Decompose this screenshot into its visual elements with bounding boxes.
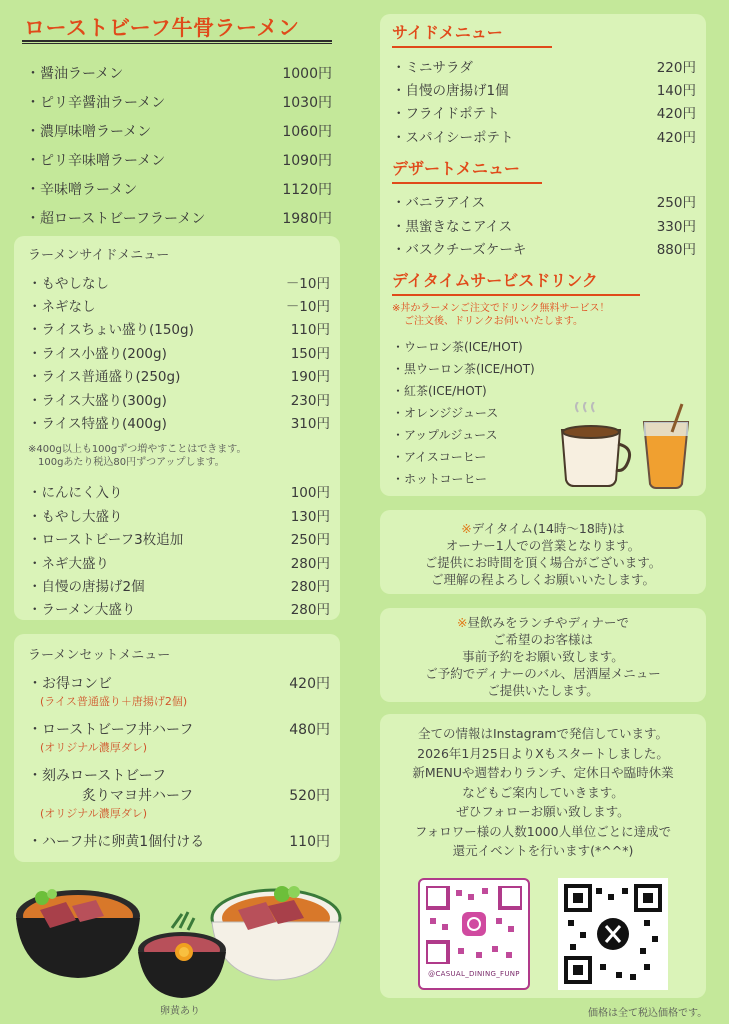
list-item: ・アイスコーヒー bbox=[392, 449, 487, 464]
item-name: ・ローストビーフ丼ハーフ bbox=[28, 722, 194, 738]
sns-text bbox=[380, 714, 706, 861]
list-item bbox=[28, 317, 330, 340]
list-item bbox=[392, 213, 696, 236]
reservation-notice bbox=[380, 608, 706, 702]
item-name: ・自慢の唐揚げ2個 bbox=[28, 578, 145, 595]
list-item: ・アップルジュース bbox=[392, 427, 498, 442]
notice-line: 2026年1月25日よりXもスタートしました。 bbox=[417, 745, 669, 761]
item-name: ・ライスちょい盛り(150g) bbox=[28, 322, 194, 339]
ramen-bowls-illustration bbox=[12, 866, 342, 1006]
notice-line: 事前予約をお願い致します。 bbox=[462, 649, 624, 664]
list-item bbox=[28, 270, 330, 293]
item-price: 1980円 bbox=[282, 210, 332, 227]
item-name: ・辛味噌ラーメン bbox=[26, 181, 138, 198]
section-title: サイドメニュー bbox=[392, 23, 503, 42]
list-item bbox=[28, 550, 330, 573]
item-price: 420円 bbox=[289, 676, 330, 692]
item-name: ・もやしなし bbox=[28, 275, 109, 292]
panel-heading: ラーメンセットメニュー bbox=[28, 648, 171, 663]
notice-line bbox=[380, 614, 706, 631]
list-item bbox=[392, 236, 696, 259]
item-price: 110円 bbox=[290, 322, 330, 339]
item-price: 1090円 bbox=[282, 152, 332, 169]
item-price: 100円 bbox=[290, 485, 330, 502]
list-item: ・黒ウーロン茶(ICE/HOT) bbox=[392, 361, 535, 376]
page-title: ローストビーフ牛骨ラーメン bbox=[24, 16, 300, 40]
note-line: ご注文後、ドリンクお伺いいたします。 bbox=[404, 315, 583, 327]
notice-mark: ※ bbox=[461, 521, 472, 536]
list-item bbox=[28, 719, 330, 739]
title-underline bbox=[22, 40, 332, 44]
item-name: ・ミニサラダ bbox=[392, 59, 473, 76]
item-name: ・自慢の唐揚げ1個 bbox=[392, 83, 509, 100]
sides-list bbox=[392, 54, 696, 148]
item-name: ・ネギ大盛り bbox=[28, 555, 109, 572]
dessert-list bbox=[392, 190, 696, 260]
item-price: 150円 bbox=[290, 345, 330, 362]
item-name: ・バスクチーズケーキ bbox=[392, 242, 527, 259]
section-title: デイタイムサービスドリンク bbox=[392, 270, 598, 290]
notice-line bbox=[380, 520, 706, 537]
item-price: 420円 bbox=[656, 129, 696, 146]
notice-line: 全ての情報はInstagramで発信しています。 bbox=[417, 726, 669, 741]
list-item bbox=[26, 145, 332, 174]
notice-line: 還元イベントを行います(*^^*) bbox=[452, 843, 634, 858]
item-name: ・ピリ辛味噌ラーメン bbox=[26, 152, 166, 169]
notice-line: ご希望のお客様は bbox=[492, 632, 593, 647]
instagram-qr-pattern bbox=[426, 886, 522, 964]
notice-mark: ※ bbox=[457, 615, 468, 630]
item-name: ・もやし大盛り bbox=[28, 508, 123, 525]
list-item bbox=[392, 54, 696, 77]
price-footer: 価格は全て税込価格です。 bbox=[588, 1008, 708, 1019]
item-price: 480円 bbox=[289, 722, 330, 738]
list-item: ・ホットコーヒー bbox=[392, 471, 488, 486]
item-name: ・ライス大盛り(300g) bbox=[28, 392, 167, 409]
item-price: 230円 bbox=[290, 392, 330, 409]
item-price: 880円 bbox=[656, 242, 696, 259]
list-item bbox=[28, 527, 330, 550]
notice-text: 昼飲みをランチやディナーで bbox=[467, 615, 629, 630]
instagram-handle: @CASUAL_DINING_FUNP bbox=[428, 970, 520, 978]
section-rule bbox=[392, 46, 552, 48]
item-name: ・ラーメン大盛り bbox=[28, 602, 136, 619]
item-name: ・ライス特盛り(400g) bbox=[28, 416, 167, 433]
item-name: 炙りマヨ丼ハーフ bbox=[82, 788, 194, 804]
list-item: ・オレンジジュース bbox=[392, 405, 499, 420]
side-list-a bbox=[28, 270, 330, 434]
item-name: ・ライス小盛り(200g) bbox=[28, 345, 167, 362]
item-name: ・ネギなし bbox=[28, 299, 96, 316]
item-name: ・刻みローストビーフ bbox=[28, 768, 167, 784]
item-price: 330円 bbox=[656, 218, 696, 235]
item-price: 250円 bbox=[656, 195, 696, 212]
item-price: 280円 bbox=[290, 602, 330, 619]
item-price: 1030円 bbox=[282, 94, 332, 111]
item-name: ・超ローストビーフラーメン bbox=[26, 210, 206, 227]
item-sub: (ライス普通盛り＋唐揚げ2個) bbox=[40, 695, 188, 708]
rice-note bbox=[28, 443, 330, 469]
daytime-notice bbox=[380, 510, 706, 594]
list-item bbox=[392, 190, 696, 213]
item-name: ・ライス普通盛り(250g) bbox=[28, 369, 181, 386]
list-item bbox=[28, 597, 330, 620]
item-price: 190円 bbox=[290, 369, 330, 386]
section-rule bbox=[392, 182, 542, 184]
list-item bbox=[28, 387, 330, 410]
notice-text: デイタイム(14時〜18時)は bbox=[471, 521, 625, 536]
item-sub: (オリジナル濃厚ダレ) bbox=[40, 741, 148, 754]
item-sub: (オリジナル濃厚ダレ) bbox=[40, 807, 148, 820]
x-qr-code[interactable] bbox=[558, 878, 668, 990]
list-item bbox=[26, 116, 332, 145]
item-price: 280円 bbox=[290, 555, 330, 572]
item-price: 1120円 bbox=[282, 181, 332, 198]
item-price: 110円 bbox=[289, 834, 330, 850]
list-item: ・ウーロン茶(ICE/HOT) bbox=[392, 339, 523, 354]
drink-note bbox=[392, 302, 696, 328]
item-name: ・ローストビーフ3枚追加 bbox=[28, 532, 184, 549]
list-item bbox=[26, 87, 332, 116]
item-name: ・ピリ辛醤油ラーメン bbox=[26, 94, 166, 111]
item-price: －10円 bbox=[285, 299, 330, 316]
item-name: ・醤油ラーメン bbox=[26, 65, 124, 82]
notice-line: ご理解の程よろしくお願いいたします。 bbox=[430, 572, 655, 587]
section-rule bbox=[392, 294, 640, 296]
ramen-list bbox=[26, 58, 332, 232]
notice-line: フォロワー様の人数1000人単位ごとに達成で bbox=[414, 823, 672, 839]
item-price: －10円 bbox=[285, 275, 330, 292]
list-item bbox=[28, 340, 330, 363]
notice-line: オーナー1人での営業となります。 bbox=[445, 538, 641, 553]
item-price: 280円 bbox=[290, 578, 330, 595]
item-price: 140円 bbox=[656, 83, 696, 100]
item-price: 1060円 bbox=[282, 123, 332, 140]
list-item bbox=[26, 203, 332, 232]
notice-line: ご予約でディナーのバル、居酒屋メニュー bbox=[425, 666, 661, 681]
list-item bbox=[28, 831, 330, 851]
item-price: 130円 bbox=[290, 508, 330, 525]
item-price: 420円 bbox=[656, 106, 696, 123]
note-line: ※丼かラーメンご注文でドリンク無料サービス！ bbox=[392, 302, 610, 314]
notice-line: ぜひフォローお願い致します。 bbox=[456, 804, 630, 819]
note-line: ※400g以上も100gずつ増やすことはできます。 bbox=[28, 443, 247, 455]
right-menu-panel bbox=[380, 14, 706, 496]
list-item bbox=[28, 480, 330, 503]
list-item bbox=[28, 364, 330, 387]
side-list-b bbox=[28, 480, 330, 620]
note-line: 100gあたり税込80円ずつアップします。 bbox=[38, 456, 225, 468]
ramen-side-menu-panel bbox=[14, 236, 340, 620]
list-item bbox=[28, 293, 330, 316]
list-item bbox=[28, 410, 330, 433]
image-caption: 卵黄あり bbox=[160, 1006, 200, 1017]
x-qr-pattern bbox=[564, 884, 662, 984]
list-item bbox=[392, 77, 696, 100]
drinks-illustration bbox=[558, 402, 698, 492]
item-name: ・濃厚味噌ラーメン bbox=[26, 123, 152, 140]
ramen-set-menu-panel bbox=[14, 634, 340, 862]
item-price: 520円 bbox=[289, 788, 330, 804]
list-item bbox=[28, 503, 330, 526]
item-price: 310円 bbox=[290, 416, 330, 433]
sns-panel bbox=[380, 714, 706, 998]
list-item: ・紅茶(ICE/HOT) bbox=[392, 383, 487, 398]
item-price: 1000円 bbox=[282, 65, 332, 82]
section-title: デザートメニュー bbox=[392, 158, 520, 178]
list-item bbox=[392, 124, 696, 147]
item-name: ・お得コンビ bbox=[28, 676, 112, 692]
instagram-qr-code[interactable] bbox=[418, 878, 530, 990]
list-item bbox=[28, 573, 330, 596]
list-item bbox=[28, 785, 330, 805]
item-name: ・フライドポテト bbox=[392, 106, 500, 123]
item-name: ・バニラアイス bbox=[392, 195, 486, 212]
notice-line: 新MENUや週替わりランチ、定休日や臨時休業 bbox=[412, 765, 674, 780]
panel-heading: ラーメンサイドメニュー bbox=[28, 248, 170, 263]
item-price: 250円 bbox=[290, 532, 330, 549]
list-item bbox=[28, 673, 330, 693]
notice-line: ご提供にお時間を頂く場合がございます。 bbox=[424, 555, 662, 570]
item-name: ・黒蜜きなこアイス bbox=[392, 218, 513, 235]
list-item bbox=[26, 174, 332, 203]
item-price: 220円 bbox=[656, 59, 696, 76]
item-name: ・ハーフ丼に卵黄1個付ける bbox=[28, 834, 205, 850]
list-item bbox=[392, 101, 696, 124]
notice-line: などもご案内していきます。 bbox=[462, 784, 624, 800]
item-name: ・にんにく入り bbox=[28, 485, 123, 502]
notice-line: ご提供いたします。 bbox=[487, 683, 599, 698]
list-item bbox=[26, 58, 332, 87]
item-name: ・スパイシーポテト bbox=[392, 129, 514, 146]
